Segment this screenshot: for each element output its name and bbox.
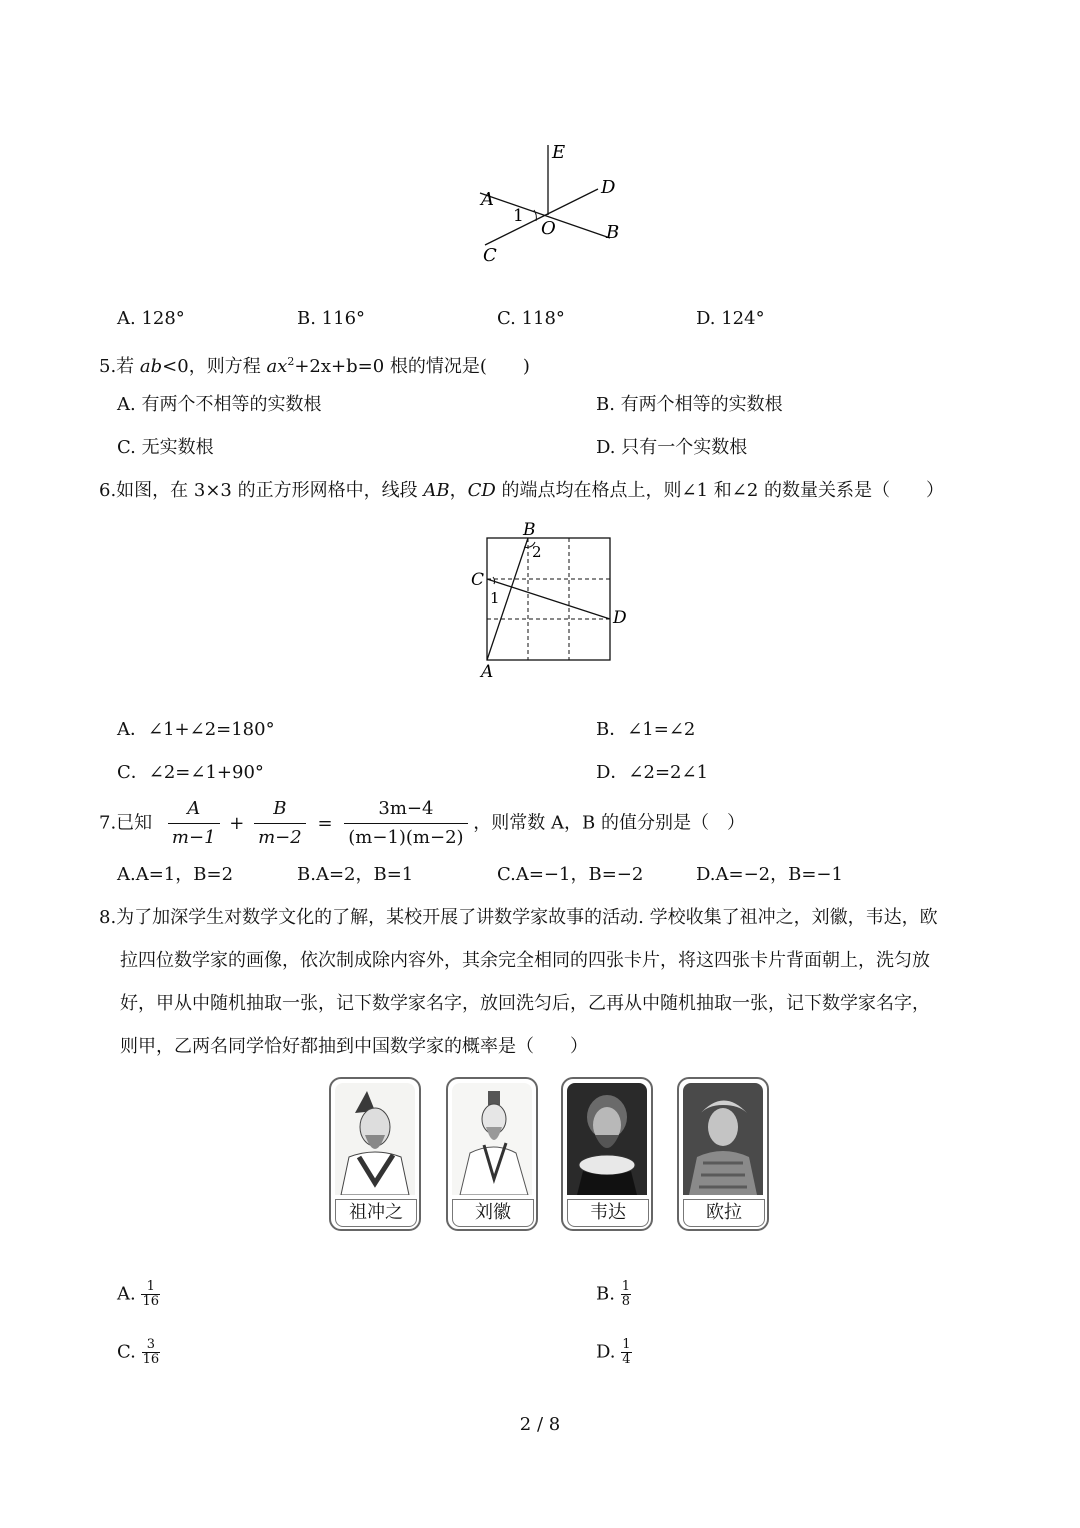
grid-figure [465, 517, 635, 682]
q7-post: ，则常数 A，B 的值分别是（ ） [473, 812, 745, 834]
q5-ab: ab [139, 356, 163, 377]
fraction-numerator: 1 [621, 1279, 630, 1294]
q5-option-a: A. 有两个不相等的实数根 [117, 394, 322, 415]
q6-option-a: A．∠1+∠2=180° [117, 719, 275, 740]
q4-option-a: A. 128° [117, 308, 185, 329]
label-D: D [601, 177, 616, 198]
label-A: A [481, 189, 494, 210]
q7-frac-c [344, 797, 467, 850]
card-zu-chongzhi [329, 1077, 421, 1231]
fraction-denominator: 16 [142, 1352, 160, 1367]
fraction-numerator: 1 [622, 1337, 631, 1352]
portrait-vieta [567, 1083, 647, 1195]
angle-figure [470, 135, 630, 270]
q5-stem [99, 350, 530, 379]
q8-option-c [117, 1338, 160, 1367]
option-letter: A. [117, 1283, 136, 1305]
q7-frac-b [254, 797, 306, 850]
card-name: 韦达 [567, 1199, 649, 1227]
label-C: C [483, 245, 497, 266]
q6-cd: CD [467, 480, 496, 501]
card-liu-hui [446, 1077, 538, 1231]
q7-frac-a-num: A [168, 797, 220, 824]
q4-option-d: D. 124° [696, 308, 765, 329]
q8-line-4: 则甲，乙两名同学恰好都抽到中国数学家的概率是（ ） [120, 1036, 588, 1057]
card-vieta [561, 1077, 653, 1231]
option-fraction [141, 1280, 160, 1309]
q7-frac-c-num: 3m−4 [344, 797, 467, 824]
q6-option-b: B．∠1=∠2 [596, 719, 696, 740]
q7-eq: = [317, 812, 333, 834]
q7-option-d: D.A=−2，B=−1 [696, 864, 843, 885]
q6-option-d: D．∠2=2∠1 [596, 762, 709, 783]
q7-option-c: C.A=−1，B=−2 [497, 864, 644, 885]
q6-stem-b: 的端点均在格点上，则∠1 和∠2 的数量关系是（ ） [495, 480, 945, 501]
option-fraction [621, 1280, 631, 1309]
q5-rest: +2x+b=0 根的情况是( ) [294, 356, 530, 377]
q5-option-b: B. 有两个相等的实数根 [596, 394, 783, 415]
option-fraction [142, 1338, 161, 1367]
portrait-liu-hui [452, 1083, 532, 1195]
label-C: C [471, 570, 485, 590]
q7-option-a: A.A=1，B=2 [117, 864, 234, 885]
option-fraction [621, 1338, 631, 1367]
q8-line-1: 8.为了加深学生对数学文化的了解，某校开展了讲数学家故事的活动. 学校收集了祖冲之，刘徽，韦达，欧 [99, 907, 938, 928]
q4-option-c: C. 118° [497, 308, 565, 329]
portrait-zu-chongzhi [335, 1083, 415, 1195]
q6-ab: AB [423, 480, 450, 501]
q6-comma: ， [449, 480, 468, 501]
q5-num: 5.若 [99, 356, 140, 377]
q5-square: 2 [287, 355, 295, 368]
q8-line-3: 好，甲从中随机抽取一张，记下数学家名字，放回洗匀后，乙再从中随机抽取一张，记下数学家名字， [120, 993, 930, 1014]
option-letter: D. [596, 1341, 616, 1363]
card-euler [677, 1077, 769, 1231]
q5-option-d: D. 只有一个实数根 [596, 437, 748, 458]
q4-option-b: B. 116° [297, 308, 366, 329]
card-name: 祖冲之 [335, 1199, 417, 1227]
q8-option-b [596, 1280, 631, 1309]
q7-frac-b-num: B [254, 797, 306, 824]
fraction-numerator: 3 [142, 1338, 161, 1353]
q7-pre: 7.已知 [99, 812, 153, 834]
label-2: 2 [532, 543, 542, 561]
page-number: 2 / 8 [519, 1414, 561, 1435]
q5-lt0: <0，则方程 [162, 356, 267, 377]
label-1: 1 [490, 589, 500, 607]
q7-option-b: B.A=2，B=1 [297, 864, 414, 885]
card-name: 欧拉 [683, 1199, 765, 1227]
fraction-numerator: 1 [141, 1280, 160, 1295]
label-B: B [606, 222, 620, 243]
q7-frac-a [168, 797, 220, 850]
portrait-euler [683, 1083, 763, 1195]
q5-ax: ax [266, 356, 288, 377]
fraction-denominator: 4 [622, 1352, 631, 1367]
fraction-denominator: 8 [621, 1294, 630, 1309]
q7-plus: + [229, 812, 245, 834]
label-E: E [552, 142, 566, 163]
label-1: 1 [513, 206, 524, 226]
q7-frac-a-den: m−1 [171, 827, 216, 848]
q8-line-2: 拉四位数学家的画像，依次制成除内容外，其余完全相同的四张卡片，将这四张卡片背面朝上，洗匀放 [120, 950, 930, 971]
q7-stem [99, 797, 745, 850]
card-name: 刘徽 [452, 1199, 534, 1227]
label-A: A [481, 662, 494, 682]
label-D: D [613, 608, 627, 628]
q6-option-c: C．∠2=∠1+90° [117, 762, 264, 783]
option-letter: B. [596, 1283, 615, 1305]
q7-frac-c-den: (m−1)(m−2) [348, 827, 464, 848]
q6-stem-a: 6.如图，在 3×3 的正方形网格中，线段 [99, 480, 424, 501]
q7-frac-b-den: m−2 [258, 827, 302, 848]
q5-option-c: C. 无实数根 [117, 437, 214, 458]
option-letter: C. [117, 1341, 136, 1363]
q8-option-a [117, 1280, 160, 1309]
label-O: O [541, 218, 556, 239]
fraction-denominator: 16 [142, 1294, 160, 1309]
q6-stem [99, 479, 944, 503]
label-B: B [523, 520, 536, 540]
q8-option-d [596, 1338, 632, 1367]
